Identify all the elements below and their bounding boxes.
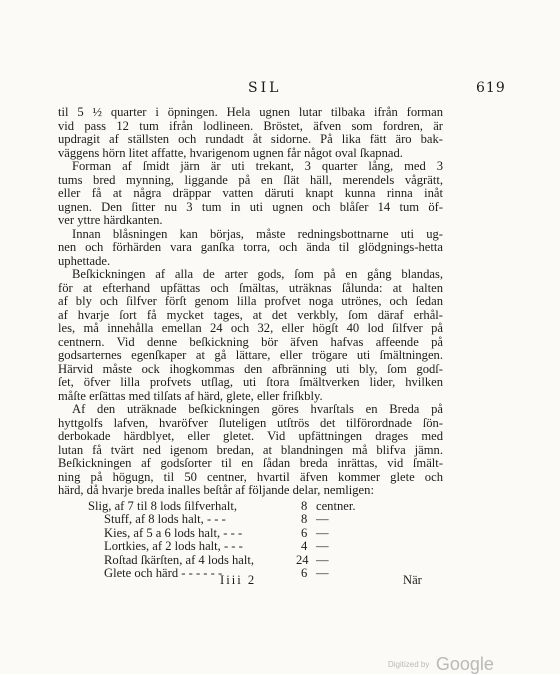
composition-value: 6 xyxy=(301,566,308,580)
composition-label: Glete och härd - - - - - - xyxy=(104,566,223,580)
text-line: centnern. Vid denne beſkickning bör äfven hafvas affeende på xyxy=(58,334,443,349)
text-line: Forman af ſmidt järn är uti trekant, 3 quarter lång, med 3 xyxy=(72,159,443,173)
signature-mark: Iiii 2 xyxy=(220,573,257,587)
page-number: 619 xyxy=(476,80,506,96)
composition-row xyxy=(58,554,443,568)
text-line: Innan blåsningen kan börjas, måste redningsbottnarne uti ug- xyxy=(72,226,443,241)
composition-value: 8 xyxy=(301,512,308,526)
text-line: til 5 ½ quarter i öpningen. Hela ugnen lutar tilbaka ifrån forman xyxy=(58,105,443,119)
text-line: nen och förhärden vara ganſka torra, och ända til glödgnings-hetta xyxy=(58,240,443,254)
body-text xyxy=(58,106,443,581)
text-line: uphettade. xyxy=(58,253,111,268)
composition-value: 8 xyxy=(301,498,308,513)
text-line: härd, då hvarje breda inalles beſtår af följande delar, nemligen: xyxy=(58,483,374,497)
text-line: Beſkickningen af godsſorter til en ſådan breda inrättas, vid ſmält- xyxy=(58,456,443,470)
running-head: SIL xyxy=(248,80,282,96)
text-line: hyttgolfs lafven, hvaröfver ſluteligen utſtrös det tilförordnade ſön- xyxy=(58,415,443,430)
text-line: godsarternes egenſkaper at gå lättare, eller trögare uti ſmältningen. xyxy=(58,348,443,362)
text-line: af bly och ſilfver förſt genom lilla profvet noga utrönes, och ſedan xyxy=(58,294,443,308)
composition-label: Kies, af 5 a 6 lods halt, - - - xyxy=(104,525,243,540)
text-line: lutan få tvärt ned igenom bredan, at blandningen må blifva jämn. xyxy=(58,442,443,457)
text-line: ning på högugn, til 50 centner, hvartil äfven kommer glete och xyxy=(58,469,443,484)
composition-unit: — xyxy=(316,539,329,553)
composition-unit: — xyxy=(316,552,329,567)
catchword: När xyxy=(403,573,422,587)
composition-unit: centner. xyxy=(316,498,356,513)
composition-label: Stuff, af 8 lods halt, - - - xyxy=(104,512,226,526)
text-line: updragit af ställsten och rundadt åt sidorne. På lika fätt äro bak- xyxy=(58,132,443,146)
composition-unit: — xyxy=(316,566,329,580)
text-line: måſte erſättas med tilſats af härd, glete, eller friſkbly. xyxy=(58,388,323,403)
composition-value: 6 xyxy=(301,525,308,540)
text-line: les, må innehålla emellan 24 och 32, eller högſt 40 lod ſilfver på xyxy=(58,321,443,335)
text-line: vid pass 12 tum ifrån lodlineen. Bröstet, äfven som fordren, är xyxy=(58,118,443,133)
watermark-logo-text: Google xyxy=(435,654,494,674)
composition-value: 24 xyxy=(296,552,309,567)
text-line: derbokade härdblyet, eller gletet. Vid upfättningen drages med xyxy=(58,429,443,443)
composition-row xyxy=(58,540,443,554)
composition-label: Roſtad ſkärſten, af 4 lods halt, xyxy=(104,552,255,567)
text-line: ugnen. Den ſitter nu 3 tum in uti ugnen och blåſer 14 tum öf- xyxy=(58,199,443,214)
watermark-small-text: Digitized by xyxy=(388,660,430,669)
google-watermark xyxy=(388,654,494,675)
composition-row xyxy=(58,513,443,527)
text-line: Härvid måste ock ihogkommas den afbränning uti bly, ſom godſ- xyxy=(58,361,443,376)
text-line: ſet, öfver lilla profvets utſlag, uti ſtora ſmältverken lider, hvilken xyxy=(58,375,443,389)
text-line: Beſkickningen af alla de arter gods, ſom på en gång blandas, xyxy=(72,267,443,281)
composition-row xyxy=(58,500,443,514)
text-line: eller få at några dräppar vatten däruti knapt kunna rinna inåt xyxy=(58,186,443,200)
composition-label: Lortkies, af 2 lods halt, - - - xyxy=(104,539,243,553)
text-line: för at efterhand upfättas och ſmältas, uträknas ſålunda: at halten xyxy=(58,280,443,295)
text-line: tums bred mynning, liggande på en ſlät häll, merendels vågrätt, xyxy=(58,172,443,187)
text-line: Af den uträknade beſkickningen göres hvarſtals en Breda på xyxy=(72,402,443,416)
composition-label: Slig, af 7 til 8 lods ſilfverhalt, xyxy=(88,498,238,513)
composition-unit: — xyxy=(316,525,329,540)
text-line: väggens hörn litet affatte, hvarigenom ugnen får något oval ſkapnad. xyxy=(58,145,403,160)
composition-unit: — xyxy=(316,512,329,526)
composition-table xyxy=(58,500,443,581)
composition-row xyxy=(58,527,443,541)
composition-value: 4 xyxy=(301,539,308,553)
text-line: af hvarje ſort få mycket tages, at det verkbly, ſom däraf erhål- xyxy=(58,307,443,322)
text-line: ver yttre härdkanten. xyxy=(58,213,163,227)
